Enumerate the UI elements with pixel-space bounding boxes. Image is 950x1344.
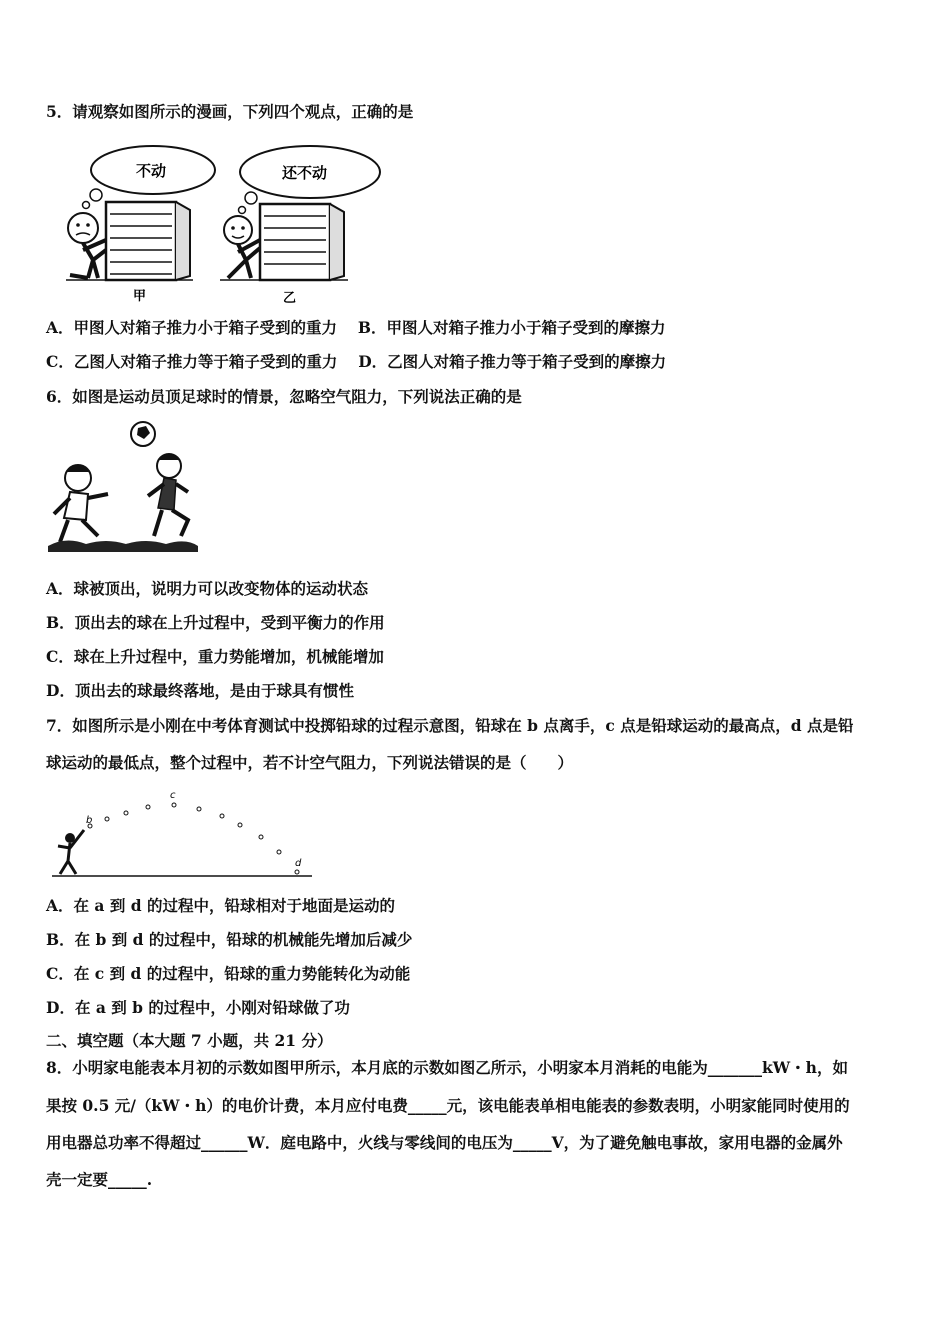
q8-line4: 壳一定要_____. [46,1170,153,1189]
bubble-right-text: 还不动 [282,164,328,182]
label-b: b [86,815,93,826]
player-kicking [54,465,108,542]
label-c: c [170,790,176,801]
q5-options-row2: C．乙图人对箱子推力等于箱子受到的重力 D．乙图人对箱子推力等于箱子受到的摩擦力 [46,352,667,371]
section2-heading: 二、填空题（本大题 7 小题，共 21 分） [46,1031,333,1050]
q8-line2: 果按 0.5 元/（kW・h）的电价计费，本月应付电费_____元，该电能表单相电能表的参数表明，小明家能同时使用的 [46,1096,850,1115]
trajectory-points [88,803,299,874]
q6-option-d: D．顶出去的球最终落地，是由于球具有惯性 [46,681,354,700]
q5-cartoon-figure [48,140,388,310]
q8-line3: 用电器总功率不得超过______W．庭电路中，火线与零线间的电压为_____V，为了避免触电事故，家用电器的金属外 [46,1133,843,1152]
q7-stem-line2: 球运动的最低点，整个过程中，若不计空气阻力，下列说法错误的是（ ） [46,753,574,772]
soccer-ball [131,422,155,446]
player-heading [148,454,188,536]
q6-option-b: B．顶出去的球在上升过程中，受到平衡力的作用 [46,613,385,632]
q6-heading-ball-figure [46,418,201,556]
q7-option-b: B．在 b 到 d 的过程中，铅球的机械能先增加后减少 [46,930,413,949]
q8-line1: 8．小明家电能表本月初的示数如图甲所示，本月底的示数如图乙所示，小明家本月消耗的电能为_______kW・h，如 [46,1058,848,1077]
bubble-left-text: 不动 [136,162,167,180]
q5-stem: 5．请观察如图所示的漫画，下列四个观点，正确的是 [46,102,414,121]
q7-stem-line1: 7．如图所示是小刚在中考体育测试中投掷铅球的过程示意图，铅球在 b 点离手，c 点是铅球运动的最高点，d 点是铅 [46,716,854,735]
q7-option-d: D．在 a 到 b 的过程中，小刚对铅球做了功 [46,998,350,1017]
label-d: d [295,858,302,869]
thought-bubble-left [83,146,216,209]
q7-option-c: C．在 c 到 d 的过程中，铅球的重力势能转化为动能 [46,964,411,983]
caption-yi: 乙 [283,291,297,306]
q6-option-a: A．球被顶出，说明力可以改变物体的运动状态 [46,579,369,598]
q7-option-a: A．在 a 到 d 的过程中，铅球相对于地面是运动的 [46,896,395,915]
q5-options-row1: A．甲图人对箱子推力小于箱子受到的重力 B．甲图人对箱子推力小于箱子受到的摩擦力 [46,318,666,337]
shot-putter [58,830,84,874]
q6-option-c: C．球在上升过程中，重力势能增加，机械能增加 [46,647,384,666]
caption-jia: 甲 [133,289,147,304]
q6-stem: 6．如图是运动员顶足球时的情景，忽略空气阻力，下列说法正确的是 [46,387,522,406]
q7-shot-put-figure [50,786,315,881]
left-person-pushing-crate [66,202,193,280]
right-person-pushing-crate [220,204,348,280]
